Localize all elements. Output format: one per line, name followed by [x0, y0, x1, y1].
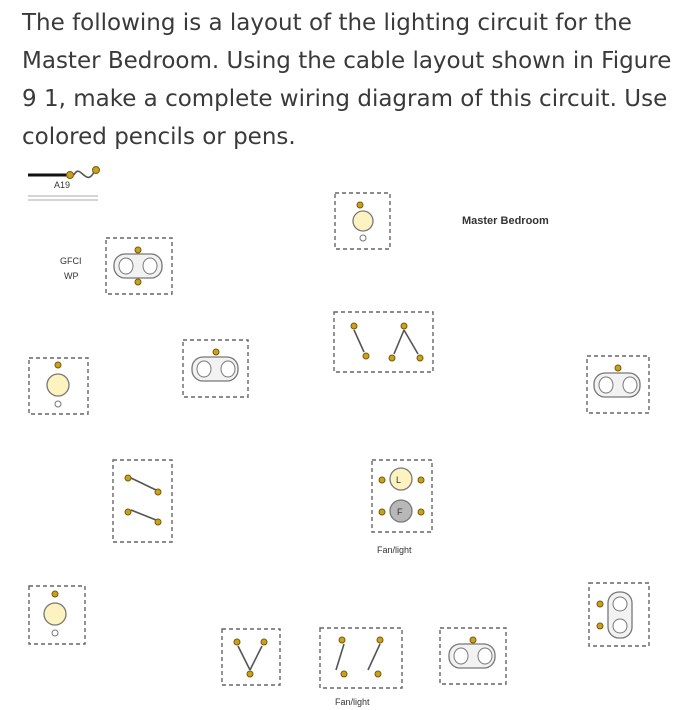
- fan-light-box: [372, 460, 432, 532]
- receptacle-bottom-center: [440, 628, 506, 684]
- wall-light-bottom-left: [29, 586, 85, 644]
- room-title: Master Bedroom: [462, 215, 549, 227]
- switch-pair-top: [334, 312, 433, 372]
- receptacle-center-left: [183, 340, 248, 397]
- switch-bottom-v: [222, 629, 280, 685]
- fan-light-switch-label: Fan/light: [335, 697, 370, 707]
- switch-pair-left: [113, 460, 172, 542]
- fan-light-letter-l: L: [396, 475, 402, 485]
- fan-light-box-label: Fan/light: [377, 545, 412, 555]
- gfci-receptacle: [106, 238, 172, 294]
- receptacle-right: [587, 356, 649, 413]
- source-label: A19: [54, 180, 71, 190]
- gfci-label-line2: WP: [64, 271, 79, 281]
- receptacle-bottom-right: [589, 583, 649, 646]
- fan-light-letter-f: F: [397, 507, 403, 517]
- power-source-a19: [28, 167, 100, 201]
- gfci-label-line1: GFCI: [60, 256, 82, 266]
- instructions-text: The following is a layout of the lighting circuit for the Master Bedroom. Using the cable layout shown in Figure 9 1, make a complete wiring diagram of this circuit. Use colored pencils or pens.: [22, 10, 672, 150]
- fan-light-switches: [320, 628, 402, 688]
- wall-light-left: [29, 358, 88, 414]
- ceiling-light-top: [335, 193, 390, 249]
